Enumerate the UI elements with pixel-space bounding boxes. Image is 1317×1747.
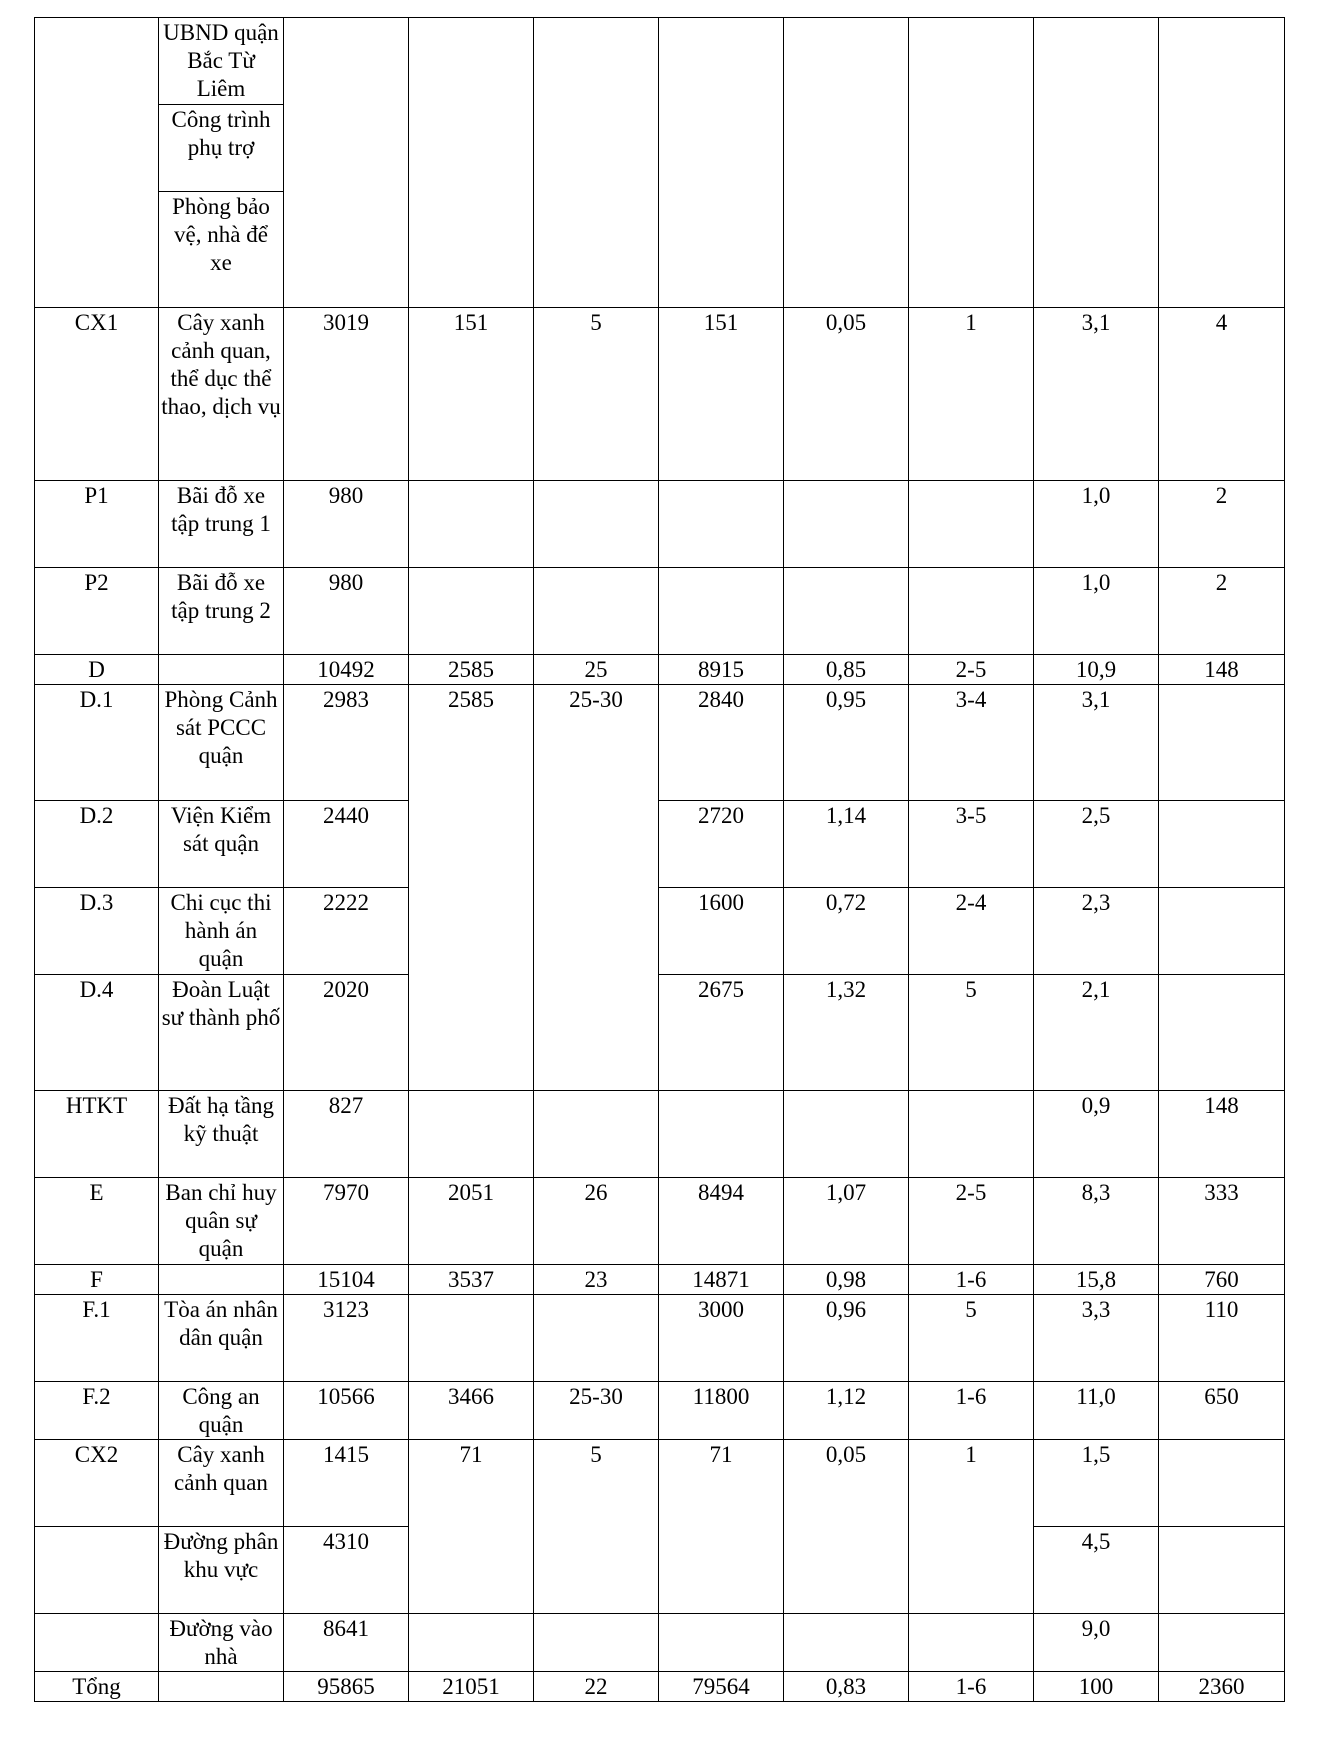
cell-value: 2585 bbox=[409, 655, 534, 685]
cell-code: HTKT bbox=[35, 1091, 159, 1178]
cell-value bbox=[409, 1295, 534, 1382]
cell-value: 15,8 bbox=[1034, 1265, 1159, 1295]
cell-value: 3,1 bbox=[1034, 308, 1159, 481]
cell-value: 7970 bbox=[284, 1178, 409, 1265]
table-row bbox=[35, 655, 1285, 685]
cell-value: 3466 bbox=[409, 1382, 534, 1440]
document-page bbox=[34, 17, 1284, 1702]
cell-value: 71 bbox=[659, 1440, 784, 1614]
cell-name: Chi cục thi hành án quận bbox=[159, 888, 284, 975]
cell-value bbox=[1034, 18, 1159, 308]
cell-value: 2360 bbox=[1159, 1672, 1285, 1702]
cell-value: 4310 bbox=[284, 1527, 409, 1614]
table-row bbox=[35, 1295, 1285, 1382]
cell-value: 1,12 bbox=[784, 1382, 909, 1440]
cell-value bbox=[1159, 18, 1285, 308]
cell-value: 71 bbox=[409, 1440, 534, 1614]
cell-value: 22 bbox=[534, 1672, 659, 1702]
cell-value bbox=[784, 1614, 909, 1672]
table-row bbox=[35, 18, 1285, 105]
cell-value bbox=[659, 481, 784, 568]
cell-name: Cây xanh cảnh quan, thể dục thể thao, dịch vụ bbox=[159, 308, 284, 481]
cell-value: 2-5 bbox=[909, 655, 1034, 685]
cell-value: 760 bbox=[1159, 1265, 1285, 1295]
cell-value bbox=[284, 18, 409, 308]
cell-value: 1-6 bbox=[909, 1672, 1034, 1702]
cell-code: D.2 bbox=[35, 801, 159, 888]
table-row bbox=[35, 1440, 1285, 1527]
table-row bbox=[35, 1265, 1285, 1295]
cell-value: 3019 bbox=[284, 308, 409, 481]
cell-value: 1 bbox=[909, 1440, 1034, 1614]
table-row bbox=[35, 1178, 1285, 1265]
cell-value bbox=[784, 568, 909, 655]
cell-value bbox=[1159, 888, 1285, 975]
cell-value: 15104 bbox=[284, 1265, 409, 1295]
cell-value: 1,0 bbox=[1034, 568, 1159, 655]
table-row bbox=[35, 1614, 1285, 1672]
cell-value: 1415 bbox=[284, 1440, 409, 1527]
table-row bbox=[35, 801, 1285, 888]
cell-value: 8915 bbox=[659, 655, 784, 685]
cell-value: 10,9 bbox=[1034, 655, 1159, 685]
cell-code: D.4 bbox=[35, 975, 159, 1091]
cell-value bbox=[1159, 685, 1285, 801]
cell-value bbox=[909, 568, 1034, 655]
cell-name: UBND quận Bắc Từ Liêm bbox=[159, 18, 284, 105]
cell-value bbox=[1159, 1527, 1285, 1614]
cell-value: 0,72 bbox=[784, 888, 909, 975]
cell-value: 8494 bbox=[659, 1178, 784, 1265]
cell-value: 4,5 bbox=[1034, 1527, 1159, 1614]
cell-name: Cây xanh cảnh quan bbox=[159, 1440, 284, 1527]
cell-value: 9,0 bbox=[1034, 1614, 1159, 1672]
cell-value bbox=[409, 1091, 534, 1178]
cell-value: 11800 bbox=[659, 1382, 784, 1440]
cell-code: F bbox=[35, 1265, 159, 1295]
cell-value: 2 bbox=[1159, 481, 1285, 568]
cell-name: Bãi đỗ xe tập trung 1 bbox=[159, 481, 284, 568]
table-row bbox=[35, 975, 1285, 1091]
cell-value: 110 bbox=[1159, 1295, 1285, 1382]
cell-name bbox=[159, 1672, 284, 1702]
cell-code: F.2 bbox=[35, 1382, 159, 1440]
cell-value: 21051 bbox=[409, 1672, 534, 1702]
cell-value: 5 bbox=[909, 1295, 1034, 1382]
cell-value bbox=[784, 18, 909, 308]
cell-name: Tòa án nhân dân quận bbox=[159, 1295, 284, 1382]
cell-value: 10492 bbox=[284, 655, 409, 685]
cell-value: 148 bbox=[1159, 1091, 1285, 1178]
cell-code: P2 bbox=[35, 568, 159, 655]
cell-value: 100 bbox=[1034, 1672, 1159, 1702]
cell-value bbox=[784, 481, 909, 568]
cell-value bbox=[909, 18, 1034, 308]
cell-code bbox=[35, 18, 159, 308]
cell-value bbox=[909, 1614, 1034, 1672]
cell-code: Tổng bbox=[35, 1672, 159, 1702]
cell-value: 3537 bbox=[409, 1265, 534, 1295]
cell-name: Bãi đỗ xe tập trung 2 bbox=[159, 568, 284, 655]
cell-value: 1,0 bbox=[1034, 481, 1159, 568]
cell-value: 4 bbox=[1159, 308, 1285, 481]
cell-value bbox=[1159, 1614, 1285, 1672]
cell-value bbox=[1159, 801, 1285, 888]
table-row bbox=[35, 1091, 1285, 1178]
cell-value bbox=[659, 568, 784, 655]
cell-value: 23 bbox=[534, 1265, 659, 1295]
cell-name bbox=[159, 655, 284, 685]
cell-code: E bbox=[35, 1178, 159, 1265]
cell-value: 1,14 bbox=[784, 801, 909, 888]
cell-code: D.1 bbox=[35, 685, 159, 801]
cell-value: 95865 bbox=[284, 1672, 409, 1702]
table-row bbox=[35, 308, 1285, 481]
cell-name bbox=[159, 1265, 284, 1295]
cell-value: 0,05 bbox=[784, 1440, 909, 1614]
cell-code: D bbox=[35, 655, 159, 685]
cell-value: 2840 bbox=[659, 685, 784, 801]
cell-value bbox=[909, 1091, 1034, 1178]
cell-name: Đường phân khu vực bbox=[159, 1527, 284, 1614]
cell-value: 2440 bbox=[284, 801, 409, 888]
cell-value bbox=[1159, 975, 1285, 1091]
cell-value: 2020 bbox=[284, 975, 409, 1091]
cell-value: 2585 bbox=[409, 685, 534, 1091]
cell-value bbox=[409, 568, 534, 655]
cell-value: 827 bbox=[284, 1091, 409, 1178]
cell-code: CX2 bbox=[35, 1440, 159, 1527]
cell-name: Đường vào nhà bbox=[159, 1614, 284, 1672]
cell-code bbox=[35, 1527, 159, 1614]
cell-value bbox=[409, 18, 534, 308]
cell-value bbox=[409, 1614, 534, 1672]
cell-value: 1,32 bbox=[784, 975, 909, 1091]
cell-value: 8,3 bbox=[1034, 1178, 1159, 1265]
cell-value: 2051 bbox=[409, 1178, 534, 1265]
cell-name: Công trình phụ trợ bbox=[159, 105, 284, 192]
cell-value: 333 bbox=[1159, 1178, 1285, 1265]
cell-value bbox=[409, 481, 534, 568]
table-row bbox=[35, 685, 1285, 801]
cell-code: D.3 bbox=[35, 888, 159, 975]
cell-value: 3,3 bbox=[1034, 1295, 1159, 1382]
land-use-table bbox=[34, 17, 1285, 1702]
cell-value: 1,5 bbox=[1034, 1440, 1159, 1527]
cell-value: 8641 bbox=[284, 1614, 409, 1672]
cell-value: 148 bbox=[1159, 655, 1285, 685]
cell-name: Phòng bảo vệ, nhà để xe bbox=[159, 192, 284, 308]
cell-value: 14871 bbox=[659, 1265, 784, 1295]
cell-value: 1 bbox=[909, 308, 1034, 481]
table-row bbox=[35, 1672, 1285, 1702]
cell-value: 3,1 bbox=[1034, 685, 1159, 801]
cell-value: 0,05 bbox=[784, 308, 909, 481]
table-row bbox=[35, 888, 1285, 975]
cell-value: 0,83 bbox=[784, 1672, 909, 1702]
cell-value: 2,5 bbox=[1034, 801, 1159, 888]
cell-value bbox=[659, 18, 784, 308]
cell-value: 26 bbox=[534, 1178, 659, 1265]
cell-value: 1-6 bbox=[909, 1382, 1034, 1440]
cell-value: 1600 bbox=[659, 888, 784, 975]
cell-value: 3000 bbox=[659, 1295, 784, 1382]
cell-value: 5 bbox=[534, 1440, 659, 1614]
cell-value: 2983 bbox=[284, 685, 409, 801]
cell-value: 2-5 bbox=[909, 1178, 1034, 1265]
cell-name: Đất hạ tầng kỹ thuật bbox=[159, 1091, 284, 1178]
cell-name: Công an quận bbox=[159, 1382, 284, 1440]
cell-value: 980 bbox=[284, 481, 409, 568]
cell-value: 5 bbox=[909, 975, 1034, 1091]
cell-value bbox=[534, 18, 659, 308]
cell-code: P1 bbox=[35, 481, 159, 568]
cell-value: 2720 bbox=[659, 801, 784, 888]
cell-value: 980 bbox=[284, 568, 409, 655]
cell-value: 0,96 bbox=[784, 1295, 909, 1382]
cell-value: 5 bbox=[534, 308, 659, 481]
cell-value: 2,1 bbox=[1034, 975, 1159, 1091]
cell-value: 11,0 bbox=[1034, 1382, 1159, 1440]
cell-value: 2,3 bbox=[1034, 888, 1159, 975]
cell-value: 151 bbox=[409, 308, 534, 481]
cell-value bbox=[909, 481, 1034, 568]
cell-value: 25-30 bbox=[534, 1382, 659, 1440]
table-row bbox=[35, 481, 1285, 568]
cell-value: 0,85 bbox=[784, 655, 909, 685]
cell-value: 3-5 bbox=[909, 801, 1034, 888]
cell-value bbox=[784, 1091, 909, 1178]
cell-value: 2-4 bbox=[909, 888, 1034, 975]
cell-value: 1,07 bbox=[784, 1178, 909, 1265]
cell-name: Viện Kiểm sát quận bbox=[159, 801, 284, 888]
table-row bbox=[35, 568, 1285, 655]
cell-value: 2675 bbox=[659, 975, 784, 1091]
cell-code: CX1 bbox=[35, 308, 159, 481]
cell-name: Phòng Cảnh sát PCCC quận bbox=[159, 685, 284, 801]
cell-name: Đoàn Luật sư thành phố bbox=[159, 975, 284, 1091]
cell-value: 25-30 bbox=[534, 685, 659, 1091]
cell-value bbox=[534, 1614, 659, 1672]
cell-value bbox=[659, 1614, 784, 1672]
cell-value: 0,98 bbox=[784, 1265, 909, 1295]
cell-value bbox=[534, 481, 659, 568]
cell-value bbox=[659, 1091, 784, 1178]
cell-value bbox=[534, 568, 659, 655]
cell-value: 0,95 bbox=[784, 685, 909, 801]
cell-value: 3-4 bbox=[909, 685, 1034, 801]
cell-code: F.1 bbox=[35, 1295, 159, 1382]
cell-value: 2 bbox=[1159, 568, 1285, 655]
cell-value bbox=[1159, 1440, 1285, 1527]
table-row bbox=[35, 1382, 1285, 1440]
cell-value: 1-6 bbox=[909, 1265, 1034, 1295]
cell-value: 0,9 bbox=[1034, 1091, 1159, 1178]
cell-value: 25 bbox=[534, 655, 659, 685]
cell-value: 79564 bbox=[659, 1672, 784, 1702]
cell-value: 10566 bbox=[284, 1382, 409, 1440]
cell-value: 650 bbox=[1159, 1382, 1285, 1440]
cell-name: Ban chỉ huy quân sự quận bbox=[159, 1178, 284, 1265]
cell-value: 3123 bbox=[284, 1295, 409, 1382]
cell-code bbox=[35, 1614, 159, 1672]
cell-value bbox=[534, 1091, 659, 1178]
cell-value bbox=[534, 1295, 659, 1382]
cell-value: 2222 bbox=[284, 888, 409, 975]
cell-value: 151 bbox=[659, 308, 784, 481]
